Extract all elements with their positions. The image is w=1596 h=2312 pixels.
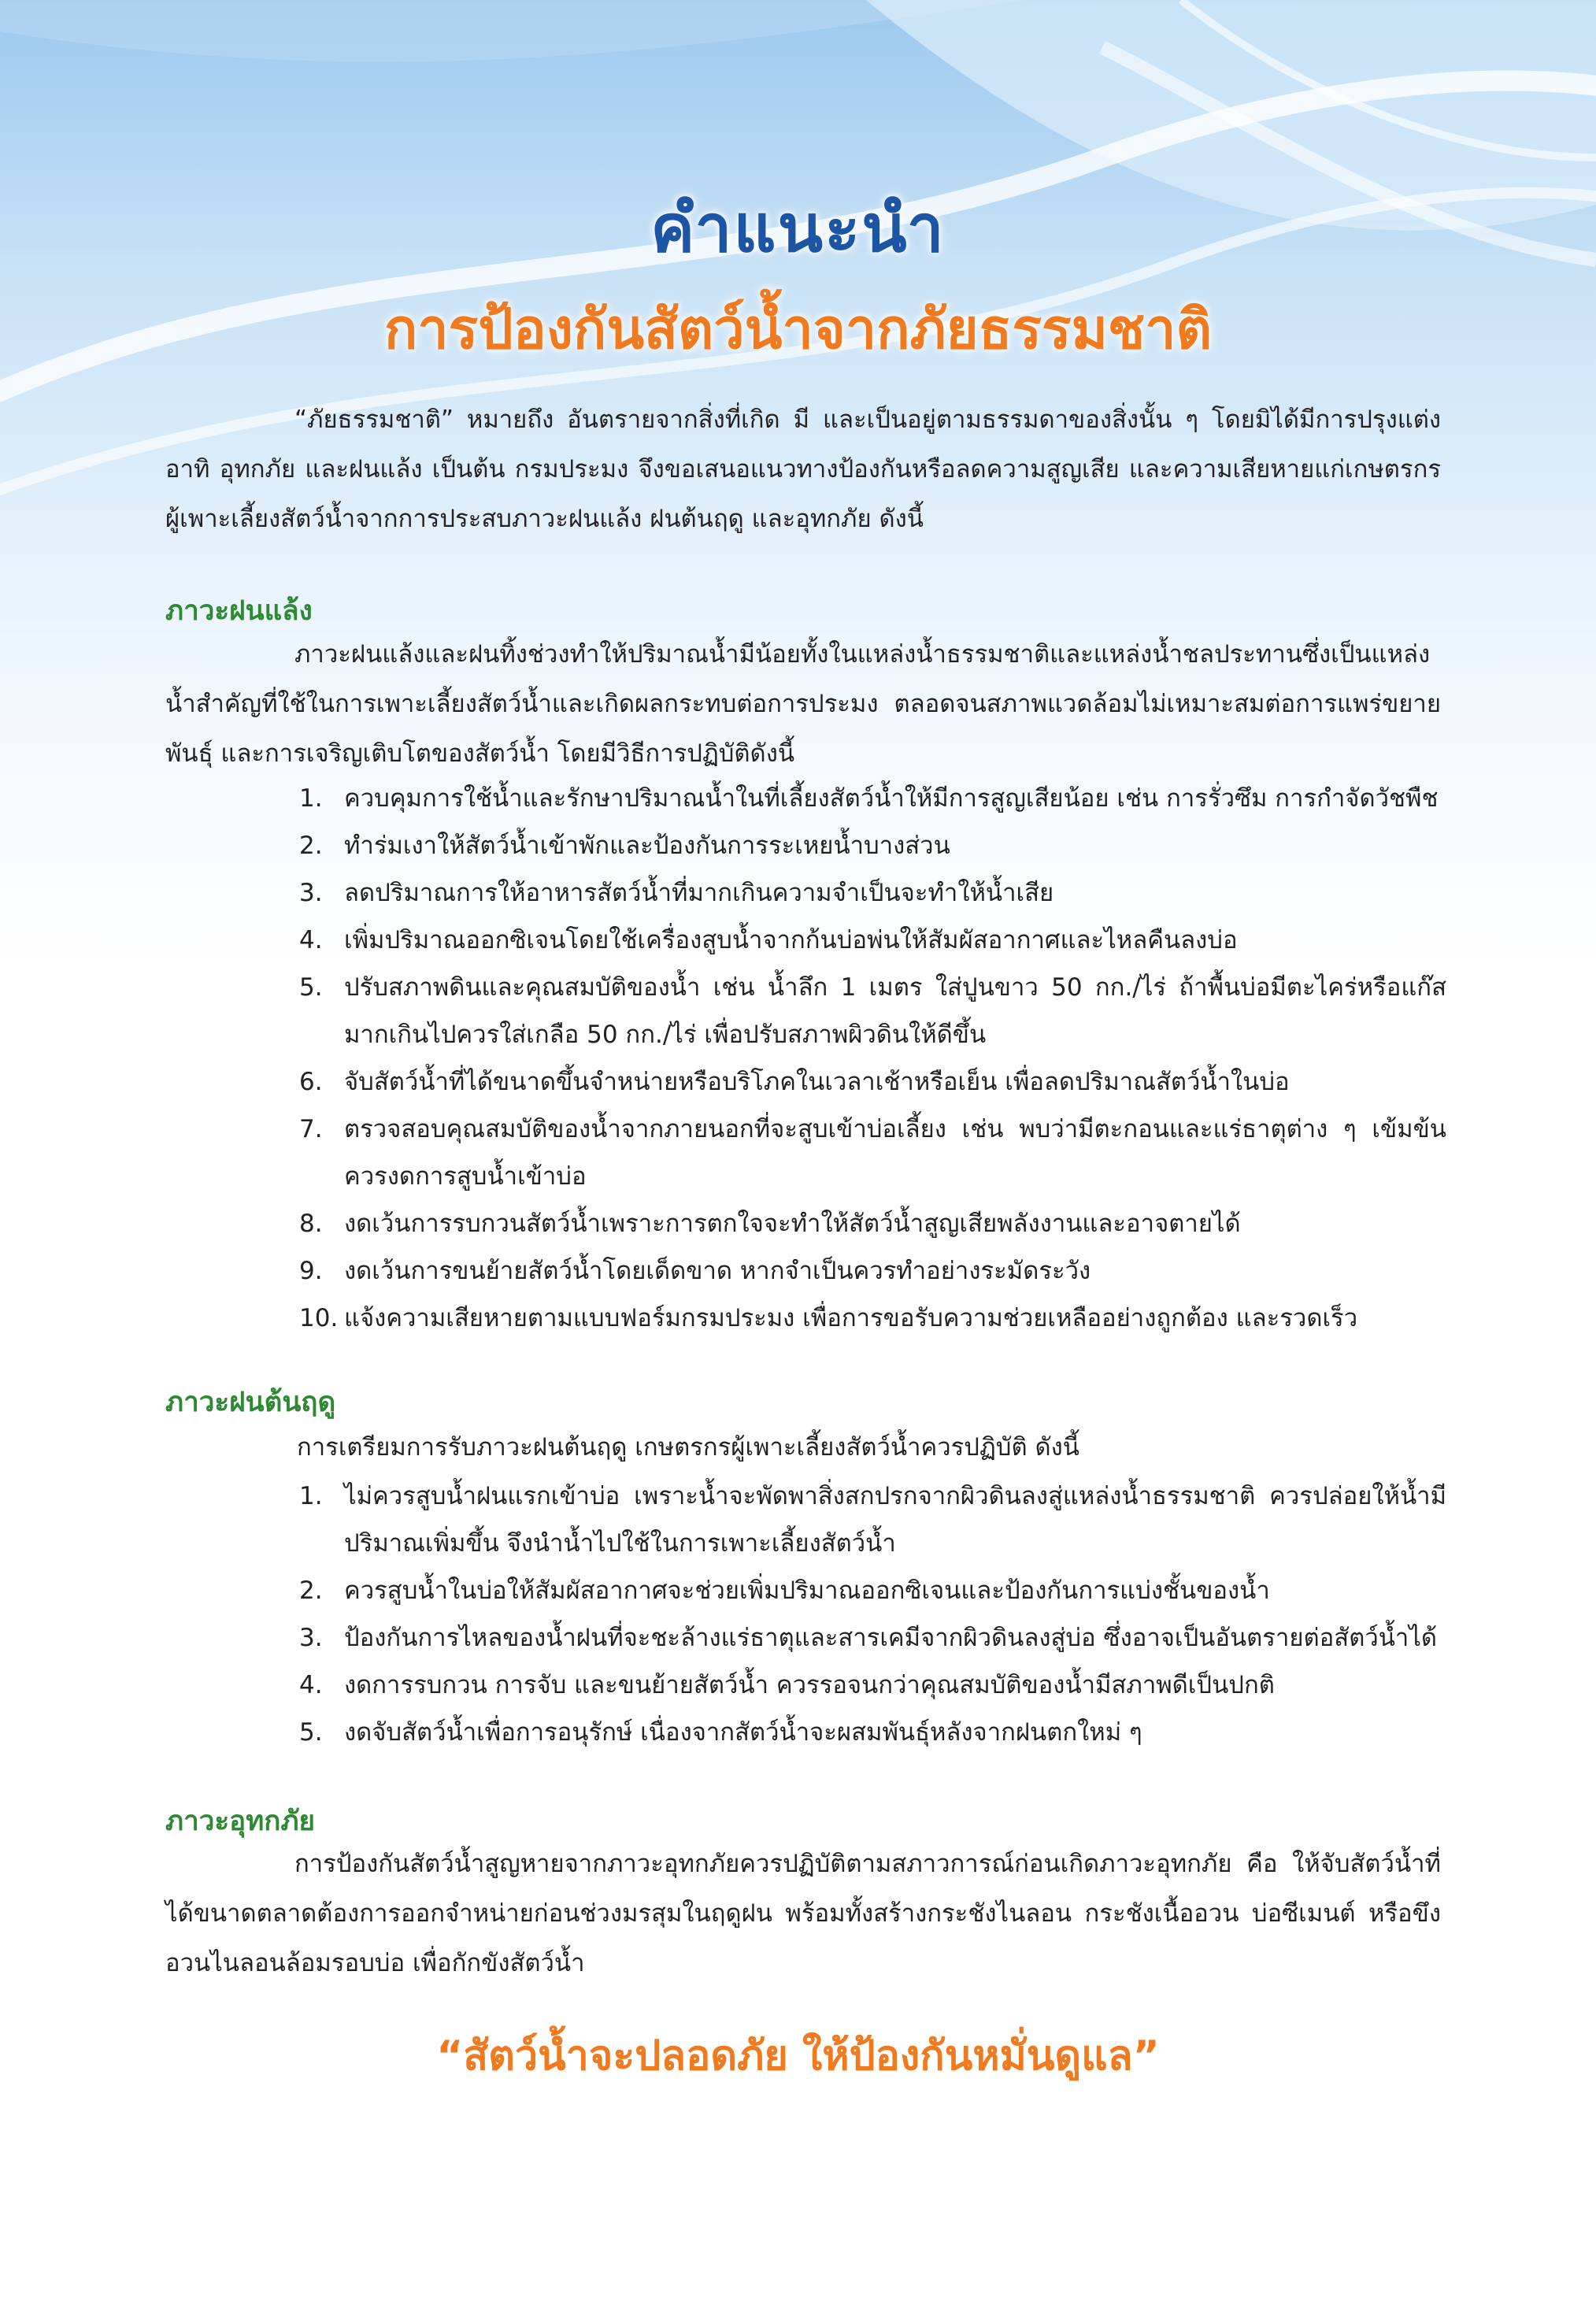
item-number: 7.: [299, 1115, 323, 1143]
list-item: [0, 1295, 1446, 1342]
flood-text: การป้องกันสัตว์น้ำสูญหายจากภาวะอุทกภัยควรปฏิบัติตามสภาวการณ์ก่อนเกิดภาวะอุทกภัย คือ ให้จับสัตว์น้ำที่ได้ขนาดตลาดต้องการออกจำหน่ายก่อนช่วงมรสุมในฤดูฝน พร้อมทั้งสร้างกระชังไนลอน กระชังเนื้ออวน บ่อซีเมนต์ หรือขึงอวนไนลอนล้อมรอบบ่อ เพื่อกักขังสัตว์น้ำ: [165, 1850, 1441, 1977]
list-item: [0, 1567, 1446, 1614]
item-text: ไม่ควรสูบน้ำฝนแรกเข้าบ่อ เพราะน้ำจะพัดพาสิ่งสกปรกจากผิวดินลงสู่แหล่งน้ำธรรมชาติ ควรปล่อยให้น้ำมีปริมาณเพิ่มขึ้น จึงนำน้ำไปใช้ในการเพาะเลี้ยงสัตว์น้ำ: [344, 1482, 1446, 1558]
item-number: 3.: [299, 1624, 323, 1652]
section-heading-early-rain: ภาวะฝนต้นฤดู: [165, 1387, 336, 1418]
item-number: 5.: [299, 1718, 323, 1747]
intro-text: “ภัยธรรมชาติ” หมายถึง อันตรายจากสิ่งที่เกิด มี และเป็นอยู่ตามธรรมดาของสิ่งนั้น ๆ โดยมิได้มีการปรุงแต่ง อาทิ อุทกภัย และฝนแล้ง เป็นต้น กรมประมง จึงขอเสนอแนวทางป้องกันหรือลดความสูญเสีย และความเสียหายแก่เกษตรกรผู้เพาะเลี้ยงสัตว์น้ำจากการประสบภาวะฝนแล้ง ฝนต้นฤดู และอุทกภัย ดังนี้: [165, 406, 1441, 533]
list-item: [0, 1662, 1446, 1709]
item-text: เพิ่มปริมาณออกซิเจนโดยใช้เครื่องสูบน้ำจากก้นบ่อพ่นให้สัมผัสอากาศและไหลคืนลงบ่อ: [344, 926, 1238, 954]
item-number: 10.: [299, 1304, 339, 1332]
flood-paragraph: [165, 1840, 1441, 1988]
item-text: ทำร่มเงาให้สัตว์น้ำเข้าพักและป้องกันการระเหยน้ำบางส่วน: [344, 832, 950, 860]
item-number: 4.: [299, 1671, 323, 1699]
item-text: งดเว้นการขนย้ายสัตว์น้ำโดยเด็ดขาด หากจำเป็นควรทำอย่างระมัดระวัง: [344, 1257, 1091, 1285]
item-number: 8.: [299, 1210, 323, 1238]
item-number: 9.: [299, 1257, 323, 1285]
item-text: งดการรบกวน การจับ และขนย้ายสัตว์น้ำ ควรรอจนกว่าคุณสมบัติของน้ำมีสภาพดีเป็นปกติ: [344, 1671, 1275, 1699]
item-text: ป้องกันการไหลของน้ำฝนที่จะชะล้างแร่ธาตุและสารเคมีจากผิวดินลงสู่บ่อ ซึ่งอาจเป็นอันตรายต่อสัตว์น้ำได้: [344, 1624, 1438, 1652]
list-item: [0, 1614, 1446, 1662]
item-text: งดเว้นการรบกวนสัตว์น้ำเพราะการตกใจจะทำให้สัตว์น้ำสูญเสียพลังงานและอาจตายได้: [344, 1210, 1241, 1238]
section-heading-flood: ภาวะอุทกภัย: [165, 1806, 316, 1837]
item-number: 1.: [299, 784, 323, 813]
list-item: [0, 1058, 1446, 1106]
list-item: [0, 1106, 1446, 1200]
list-item: [0, 1200, 1446, 1247]
intro-paragraph: [165, 395, 1441, 544]
early-rain-intro: การเตรียมการรับภาวะฝนต้นฤดู เกษตรกรผู้เพาะเลี้ยงสัตว์น้ำควรปฏิบัติ ดังนี้: [297, 1433, 1079, 1462]
early-rain-list: [0, 1473, 1596, 1756]
list-item: [0, 1473, 1446, 1567]
item-number: 1.: [299, 1482, 323, 1510]
item-text: งดจับสัตว์น้ำเพื่อการอนุรักษ์ เนื่องจากสัตว์น้ำจะผสมพันธุ์หลังจากฝนตกใหม่ ๆ: [344, 1718, 1142, 1747]
section-heading-drought: ภาวะฝนแล้ง: [165, 595, 313, 627]
list-item: [0, 964, 1446, 1058]
list-item: [0, 1247, 1446, 1295]
item-number: 3.: [299, 879, 323, 907]
item-text: ควรสูบน้ำในบ่อให้สัมผัสอากาศจะช่วยเพิ่มปริมาณออกซิเจนและป้องกันการแบ่งชั้นของน้ำ: [344, 1577, 1270, 1605]
list-item: [0, 917, 1446, 964]
drought-text: ภาวะฝนแล้งและฝนทิ้งช่วงทำให้ปริมาณน้ำมีน้อยทั้งในแหล่งน้ำธรรมชาติและแหล่งน้ำชลประทานซึ่งเป็นแหล่งน้ำสำคัญที่ใช้ในการเพาะเลี้ยงสัตว์น้ำและเกิดผลกระทบต่อการประมง ตลอดจนสภาพแวดล้อมไม่เหมาะสมต่อการแพร่ขยายพันธุ์ และการเจริญเติบโตของสัตว์น้ำ โดยมีวิธีการปฏิบัติดังนี้: [165, 640, 1441, 768]
item-text: แจ้งความเสียหายตามแบบฟอร์มกรมประมง เพื่อการขอรับความช่วยเหลืออย่างถูกต้อง และรวดเร็ว: [344, 1304, 1358, 1332]
item-text: ลดปริมาณการให้อาหารสัตว์น้ำที่มากเกินความจำเป็นจะทำให้น้ำเสีย: [344, 879, 1054, 907]
list-item: [0, 869, 1446, 917]
item-number: 4.: [299, 926, 323, 954]
drought-paragraph: [165, 630, 1441, 779]
list-item: [0, 822, 1446, 869]
drought-list: [0, 775, 1596, 1342]
page-subtitle: การป้องกันสัตว์น้ำจากภัยธรรมชาติ: [383, 297, 1213, 361]
item-number: 2.: [299, 1577, 323, 1605]
closing-slogan: “สัตว์น้ำจะปลอดภัย ให้ป้องกันหมั่นดูแล”: [436, 2032, 1160, 2080]
item-text: ปรับสภาพดินและคุณสมบัติของน้ำ เช่น น้ำลึก 1 เมตร ใส่ปูนขาว 50 กก./ไร่ ถ้าพื้นบ่อมีตะไคร่หรือแก๊สมากเกินไปควรใส่เกลือ 50 กก./ไร่ เพื่อปรับสภาพผิวดินให้ดีขึ้น: [344, 973, 1446, 1049]
item-number: 2.: [299, 832, 323, 860]
list-item: [0, 1709, 1446, 1756]
item-number: 6.: [299, 1068, 323, 1096]
item-text: จับสัตว์น้ำที่ได้ขนาดขึ้นจำหน่ายหรือบริโภคในเวลาเช้าหรือเย็น เพื่อลดปริมาณสัตว์น้ำในบ่อ: [344, 1068, 1290, 1096]
item-number: 5.: [299, 973, 323, 1002]
item-text: ควบคุมการใช้น้ำและรักษาปริมาณน้ำในที่เลี้ยงสัตว์น้ำให้มีการสูญเสียน้อย เช่น การรั่วซึม การกำจัดวัชพืช: [344, 784, 1439, 813]
list-item: [0, 775, 1446, 822]
item-text: ตรวจสอบคุณสมบัติของน้ำจากภายนอกที่จะสูบเข้าบ่อเลี้ยง เช่น พบว่ามีตะกอนและแร่ธาตุต่าง ๆ เข้มข้น ควรงดการสูบน้ำเข้าบ่อ: [344, 1115, 1446, 1191]
page-title: คำแนะนำ: [650, 190, 946, 267]
